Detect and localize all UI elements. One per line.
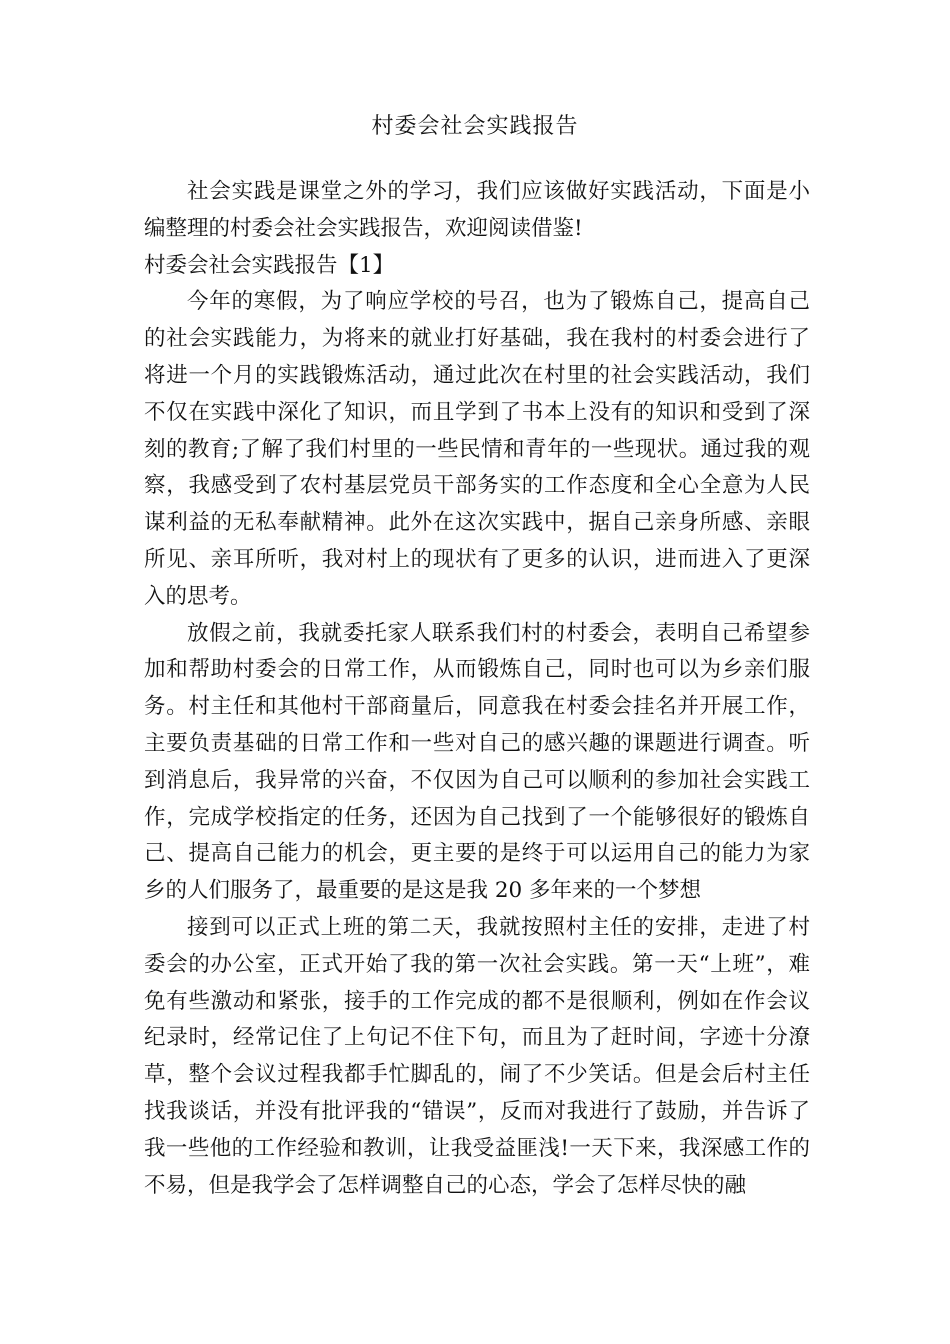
intro-paragraph: 社会实践是课堂之外的学习，我们应该做好实践活动，下面是小编整理的村委会社会实践报告，欢迎阅读借鉴! <box>144 179 810 241</box>
section-heading: 村委会社会实践报告【1】 <box>144 252 395 278</box>
body-paragraph-1: 今年的寒假，为了响应学校的号召，也为了锻炼自己，提高自己的社会实践能力，为将来的就业打好基础，我在我村的村委会进行了将进一个月的实践锻炼活动，通过此次在村里的社会实践活动，我们不仅在实践中深化了知识，而且学到了书本上没有的知识和受到了深刻的教育;了解了我们村里的一些民情和青年的一些现状。通过我的观察，我感受到了农村基层党员干部务实的工作态度和全心全意为人民谋利益的无私奉献精神。此外在这次实践中，据自己亲身所感、亲眼所见、亲耳所听，我对村上的现状有了更多的认识，进而进入了更深入的思考。 <box>144 289 810 609</box>
document-title: 村委会社会实践报告 <box>371 114 579 139</box>
document-body <box>144 174 810 1204</box>
body-paragraph-3: 接到可以正式上班的第二天，我就按照村主任的安排，走进了村委会的办公室，正式开始了我的第一次社会实践。第一天“上班”，难免有些激动和紧张，接手的工作完成的都不是很顺利，例如在作会议纪录时，经常记住了上句记不住下句，而且为了赶时间，字迹十分潦草，整个会议过程我都手忙脚乱的，闹了不少笑话。但是会后村主任找我谈话，并没有批评我的“错误”，反而对我进行了鼓励，并告诉了我一些他的工作经验和教训，让我受益匪浅!一天下来，我深感工作的不易，但是我学会了怎样调整自己的心态，学会了怎样尽快的融 <box>144 914 810 1198</box>
body-paragraph-2: 放假之前，我就委托家人联系我们村的村委会，表明自己希望参加和帮助村委会的日常工作，从而锻炼自己，同时也可以为乡亲们服务。村主任和其他村干部商量后，同意我在村委会挂名并开展工作，主要负责基础的日常工作和一些对自己的感兴趣的课题进行调查。听到消息后，我异常的兴奋，不仅因为自己可以顺利的参加社会实践工作，完成学校指定的任务，还因为自己找到了一个能够很好的锻炼自己、提高自己能力的机会，更主要的是终于可以运用自己的能力为家乡的人们服务了，最重要的是这是我 20 多年来的一个梦想 <box>144 620 810 904</box>
